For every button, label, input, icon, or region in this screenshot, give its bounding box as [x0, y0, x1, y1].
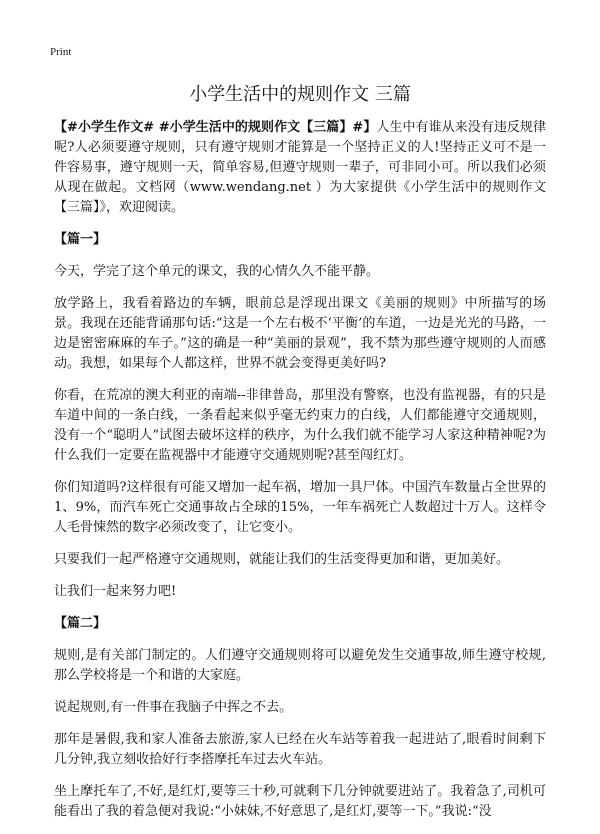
paragraph: 只要我们一起严格遵守交通规则，就能让我们的生活变得更加和谐，更加美好。	[54, 552, 510, 567]
section-heading-1: 【篇一】	[54, 232, 107, 247]
paragraph: 那年是暑假,我和家人准备去旅游,家人已经在火车站等着我一起进站了,眼看时间剩下几分钟,我立刻收拾好行李搭摩托车过去火车站。	[54, 732, 546, 767]
paragraph: 放学路上，我看着路边的车辆，眼前总是浮现出课文《美丽的规则》中所描写的场景。我现在还能背诵那句话:“这是一个左右极不‘平衡’的车道，一边是光光的马路，一边是密密麻麻的车子。”这的确是一种“美丽的景观”，我不禁为那些遵守规则的人而感动。我想，如果每个人都这样，世界不就会变得更美好吗?	[54, 296, 546, 371]
article-body	[54, 118, 546, 834]
print-link[interactable]: Print	[50, 46, 72, 58]
paragraph: 今天，学完了这个单元的课文，我的心情久久不能平静。	[54, 264, 380, 279]
paragraph: 让我们一起来努力吧!	[54, 584, 177, 599]
paragraph: 规则,是有关部门制定的。人们遵守交通规则将可以避免发生交通事故,师生遵守校规,那么学校将是一个和谐的大家庭。	[54, 648, 546, 683]
paragraph: 你们知道吗?这样很有可能又增加一起车祸，增加一具尸体。中国汽车数量占全世界的1、9%，而汽车死亡交通事故占全球的15%，一年车祸死亡人数超过十万人。这样令人毛骨悚然的数字必须改变了，让它变小。	[54, 480, 546, 535]
paragraph: 说起规则,有一件事在我脑子中挥之不去。	[54, 700, 293, 715]
intro-lead: 【#小学生作文# #小学生活中的规则作文【三篇】#】	[54, 120, 377, 135]
section-heading-2: 【篇二】	[54, 616, 107, 631]
intro-text: 人生中有谁从来没有违反规律呢?人必须要遵守规则，只有遵守规则才能算是一个坚持正义的人!坚持正义可不是一件容易事，遵守规则一天，简单容易,但遵守规则一辈子，可非同小可。所以我们必须从现在做起。文档网（www.wendang.net ）为大家提供《小学生活中的规则作文【三篇】》，欢迎阅读。	[54, 120, 546, 215]
paragraph: 你看，在荒凉的澳大利亚的南端--非律普岛，那里没有警察，也没有监视器，有的只是车道中间的一条白线，一条看起来似乎毫无约束力的白线，人们都能遵守交通规则，没有一个“聪明人”试图去破坏这样的秩序，为什么我们就不能学习人家这种精神呢?为什么我们一定要在监视器中才能遵守交通规则呢?甚至闯红灯。	[54, 388, 546, 463]
intro-paragraph	[54, 118, 546, 218]
paragraph: 坐上摩托车了,不好,是红灯,要等三十秒,可就剩下几分钟就要进站了。我着急了,司机可能看出了我的着急便对我说:“小妹妹,不好意思了,是红灯,要等一下。”我说:“没	[54, 784, 546, 819]
page-title: 小学生活中的规则作文 三篇	[189, 84, 411, 105]
